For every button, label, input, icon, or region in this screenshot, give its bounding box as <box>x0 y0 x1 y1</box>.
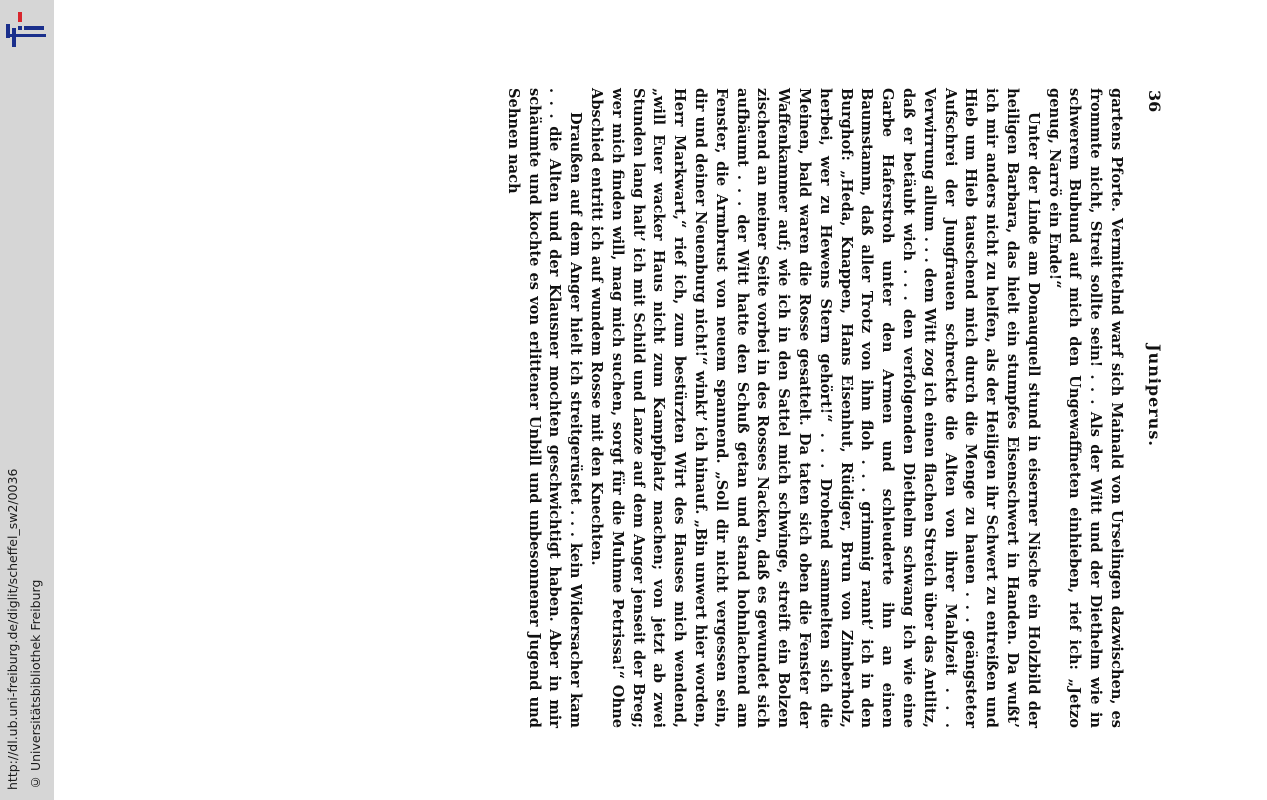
paragraph-3: Draußen auf dem Anger hielt ich streitgerüstet . . . kein Widersacher kam . . . die Alten und der Klausner mochten geschwichtigt haben. Aber in mir schäumte und kochte es von erlittener Unbill und unbesonnener Jugend und Sehnen nach <box>504 88 585 728</box>
sidebar-caption <box>2 420 52 790</box>
running-head <box>1134 60 1170 730</box>
paragraph-2: Unter der Linde am Donauquell stund in eiserner Nische ein Holzbild der heiligen Barbara, das hielt ein stumpfes Eisenschwert in Handen. Da wußt’ ich mir anders nicht zu helfen, als der Heiligen ihr Schwert zu entreißen und Hieb um Hieb tauschend mich durch die Menge zu hauen . . . geängsteter Aufschrei der Jungfrauen schreckte die Alten von ihrer Mahlzeit . . . Verwirrung allum . . . dem Witt zog ich einen flachen Streich über das Antlitz, daß er betäubt wich . . . den verfolgenden Diethelm schwang ich wie eine Garbe Haferstroh unter den Armen und schleuderte ihn an einen Baumstamm, daß aller Trotz von ihm floh . . . grimmig rannt’ ich in den Burghof: „Heda, Knappen, Hans Eisenhut, Rüdiger, Brun von Zimberholz, herbei, wer zu Hewens Stern gehört!“ . . . Drohend sammelten sich die Meinen, bald waren die Rosse gesattelt. Da taten sich oben die Fenster der Waffenkammer auf; wie ich in den Sattel mich schwinge, streift ein Bolzen zischend an meiner Seite vorbei in des Rosses Nacken, daß es gewundet sich aufbäumt . . . der Witt hatte den Schuß getan und stand hohnlachend am Fenster, die Armbrust von neuem spannend. „Soll dir nicht vergessen sein, dir und deiner Neuenburg nicht!“ winkt’ ich hinauf. „Bin unwert hier worden, Herr Markwart,“ rief ich, zum bestürzten Wirt des Hauses mich wendend, „will Euer wacker Haus nicht zum Kampfplatz machen; von jetzt ab zwei Stunden lang halt’ ich mit Schild und Lanze auf dem Anger jenseit der Breg; wer mich finden will, mag mich suchen, sorgt für die Muhme Petrissa!“ Ohne Abschied entritt ich auf wundem Rosse mit den Knechten. <box>588 88 1042 728</box>
source-url[interactable]: http://dl.ub.uni-freiburg.de/diglit/scheffel_sw2/0036 <box>5 468 20 790</box>
copyright-notice: © Universitätsbibliothek Freiburg <box>28 579 43 790</box>
page-body-text <box>502 88 1126 728</box>
library-logo-icon[interactable] <box>3 8 47 52</box>
rotated-page-content <box>140 60 1170 730</box>
paragraph-1: gartens Pforte. Vermittelnd warf sich Mainald von Urselingen dazwischen, es frommte nicht, Streit sollte sein! . . . Als der Witt und der Diethelm wie in schwerem Bubund auf mich den Ungewaffneten einhieben, rief ich: „Jetzo genug, Narrö ein Ende!“ <box>1045 88 1125 728</box>
viewer-sidebar <box>0 0 54 800</box>
running-title: Juniperus. <box>1145 344 1164 447</box>
book-page-scan <box>140 60 1170 730</box>
page-number: 36 <box>1145 90 1164 113</box>
